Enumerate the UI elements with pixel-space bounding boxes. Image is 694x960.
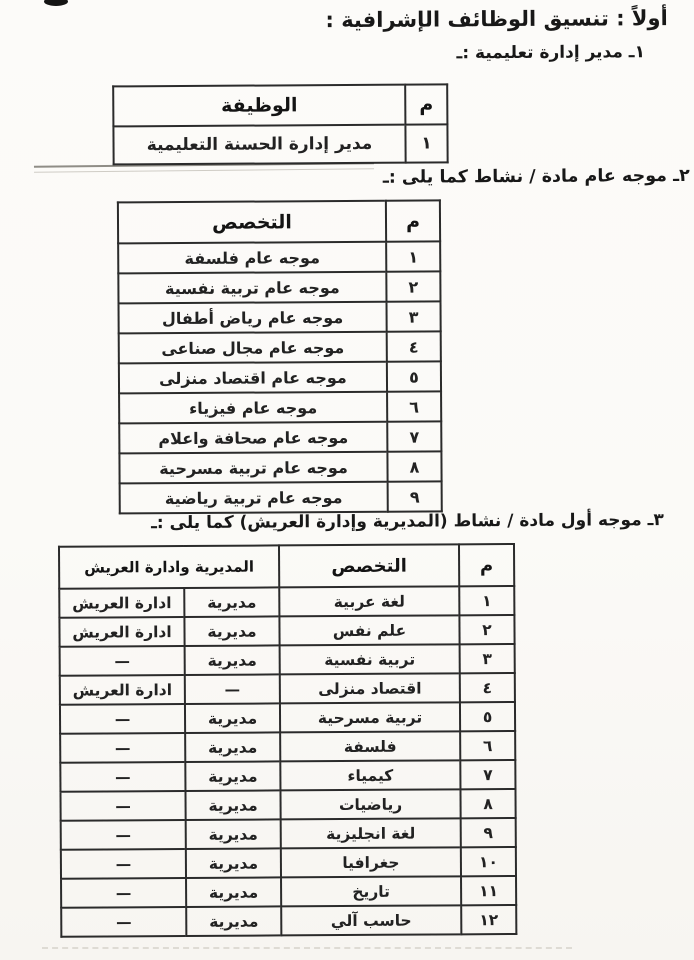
table-cell: موجه عام فيزياء <box>119 392 387 424</box>
table-cell: مدير إدارة الحسنة التعليمية <box>113 125 405 165</box>
section1-heading: ١ـ مدير إدارة تعليمية :ـ <box>456 42 646 64</box>
table-cell: ٢ <box>386 271 440 301</box>
table-row <box>60 760 515 792</box>
table-cell: كيمياء <box>280 760 460 790</box>
table-header-row <box>118 200 440 243</box>
table-row <box>59 586 514 618</box>
column-header-position: الوظيفة <box>113 85 405 127</box>
table-cell: تربية نفسية <box>280 644 460 674</box>
table-cell: ٩ <box>388 481 442 511</box>
table-cell: — <box>61 849 186 879</box>
table-header-row <box>113 84 447 126</box>
table-cell: رياضيات <box>280 789 460 819</box>
table-cell: — <box>61 907 186 937</box>
column-header-directorate-arish: المديرية وادارة العريش <box>59 545 279 588</box>
table-cell: ١ <box>405 124 447 162</box>
table-cell: — <box>60 733 185 763</box>
table-cell: — <box>61 820 186 850</box>
section2-heading: ٢ـ موجه عام مادة / نشاط كما يلى :ـ <box>382 165 690 188</box>
table-row <box>60 673 515 705</box>
table-cell: مديرية <box>185 645 280 675</box>
table-cell: ادارة العريش <box>59 588 184 618</box>
table-row <box>119 421 441 453</box>
table-cell: موجه عام مجال صناعى <box>119 332 387 364</box>
table-cell: موجه عام تربية نفسية <box>118 272 386 304</box>
table-cell: مديرية <box>186 848 281 878</box>
column-header-specialization: التخصص <box>118 201 386 244</box>
education-director-table <box>112 83 448 165</box>
table-cell: تاريخ <box>281 876 461 906</box>
table-cell: ٤ <box>387 331 441 361</box>
table-cell: — <box>60 791 185 821</box>
table-cell: ٥ <box>387 361 441 391</box>
table-cell: مديرية <box>186 819 281 849</box>
table-row <box>118 241 440 273</box>
column-header-specialization: التخصص <box>279 544 459 587</box>
table-cell: مديرية <box>186 877 281 907</box>
table-cell: ٣ <box>386 301 440 331</box>
table-cell: موجه عام اقتصاد منزلى <box>119 362 387 394</box>
table-cell: — <box>60 704 185 734</box>
table-cell: موجه عام رياض أطفال <box>119 302 387 334</box>
table-cell: موجه عام صحافة واعلام <box>119 422 387 454</box>
table-cell: جغرافيا <box>281 847 461 877</box>
table-row <box>119 391 441 423</box>
table-cell: مديرية <box>185 732 280 762</box>
table-row <box>60 644 515 676</box>
table-cell: ٣ <box>460 644 515 673</box>
table-cell: فلسفة <box>280 731 460 761</box>
column-header-number: م <box>405 84 447 124</box>
table-cell: مديرية <box>185 761 280 791</box>
table-row <box>119 451 441 483</box>
table-cell: مديرية <box>186 906 281 936</box>
general-supervisor-table <box>117 199 443 514</box>
table-cell: ٤ <box>460 673 515 702</box>
table-row <box>119 361 441 393</box>
table-cell: لغة عربية <box>279 586 459 616</box>
table-row <box>60 731 515 763</box>
table-cell: ٩ <box>461 818 516 847</box>
table-cell: ٨ <box>387 451 441 481</box>
table-row <box>118 271 440 303</box>
table-cell: ١١ <box>461 876 516 905</box>
table-cell: مديرية <box>185 703 280 733</box>
table-cell: حاسب آلي <box>281 905 461 935</box>
table-header-row <box>59 544 514 589</box>
table-cell: ٧ <box>387 421 441 451</box>
table-row <box>119 331 441 363</box>
table-cell: — <box>185 674 280 704</box>
table-row <box>61 905 516 937</box>
table-cell: لغة انجليزية <box>281 818 461 848</box>
table-row <box>113 124 447 164</box>
table-row <box>61 818 516 850</box>
table-cell: — <box>60 646 185 676</box>
table-row <box>120 481 442 513</box>
table-cell: ادارة العريش <box>60 675 185 705</box>
table-cell: موجه عام فلسفة <box>118 242 386 274</box>
table-cell: موجه عام تربية رياضية <box>120 482 388 514</box>
table-cell: ادارة العريش <box>59 617 184 647</box>
table-cell: ١٢ <box>461 905 516 934</box>
column-header-number: م <box>459 544 514 586</box>
table-cell: مديرية <box>184 587 279 617</box>
table-row <box>60 789 515 821</box>
document-title: أولاً : تنسيق الوظائف الإشرافية : <box>325 6 668 33</box>
table-cell: ٧ <box>460 760 515 789</box>
column-header-number: م <box>386 200 440 241</box>
table-cell: ٥ <box>460 702 515 731</box>
table-cell: ٦ <box>387 391 441 421</box>
table-cell: ١ <box>386 241 440 271</box>
table-cell: تربية مسرحية <box>280 702 460 732</box>
table-cell: ٨ <box>460 789 515 818</box>
table-cell: ٢ <box>459 615 514 644</box>
table-cell: ١٠ <box>461 847 516 876</box>
section3-heading: ٣ـ موجه أول مادة / نشاط (المديرية وإدارة العريش) كما يلى :ـ <box>151 510 664 534</box>
table-row <box>61 876 516 908</box>
table-cell: ٦ <box>460 731 515 760</box>
table-body <box>118 241 442 513</box>
table-cell: ١ <box>459 586 514 615</box>
table-cell: علم نفس <box>279 615 459 645</box>
table-body <box>113 124 447 164</box>
table-cell: اقتصاد منزلى <box>280 673 460 703</box>
table-cell: مديرية <box>184 616 279 646</box>
table-row <box>59 615 514 647</box>
senior-supervisor-table <box>58 543 517 938</box>
table-row <box>60 702 515 734</box>
table-cell: — <box>60 762 185 792</box>
table-body <box>59 586 516 937</box>
table-row <box>61 847 516 879</box>
table-cell: — <box>61 878 186 908</box>
table-cell: موجه عام تربية مسرحية <box>119 452 387 484</box>
table-cell: مديرية <box>185 790 280 820</box>
table-row <box>119 301 441 333</box>
